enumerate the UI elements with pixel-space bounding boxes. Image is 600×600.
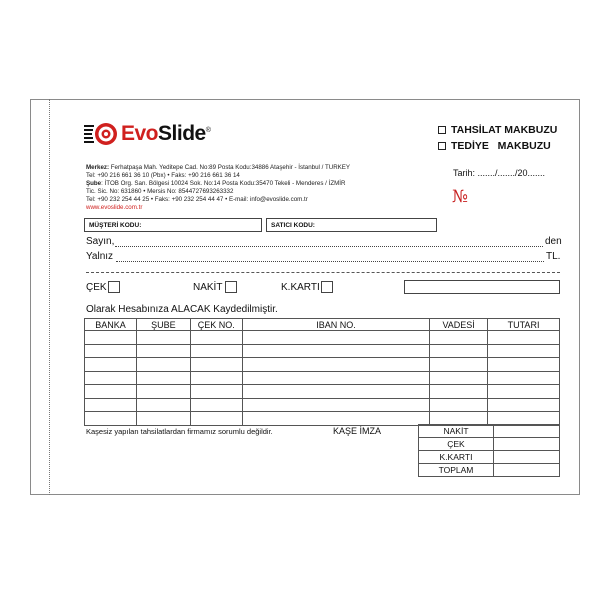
nakit-checkbox[interactable] [225,281,237,293]
merkez-phone: Tel: +90 216 661 36 10 (Pbx) • Faks: +90 216 661 36 14 [86,172,240,180]
brand-name: EvoSlide® [121,122,211,145]
table-cell[interactable] [488,358,560,372]
col-header: IBAN NO. [242,319,429,331]
table-row [85,358,560,372]
yalniz-line[interactable] [116,261,544,262]
table-cell[interactable] [190,331,242,345]
perforation-line [49,99,50,495]
kase-imza-label: KAŞE İMZA [333,426,382,436]
table-cell[interactable] [488,331,560,345]
yalniz-label: Yalnız [86,251,114,262]
totals-row [419,451,560,464]
total-value-cell[interactable] [494,464,560,477]
cek-checkbox[interactable] [108,281,120,293]
seller-code-label: SATICI KODU: [271,222,315,229]
evoslide-logo [84,120,210,148]
sayin-line[interactable] [115,246,543,247]
customer-code-field[interactable] [84,218,262,232]
col-header: ŞUBE [136,319,190,331]
alacak-text: Olarak Hesabınıza ALACAK Kaydedilmiştir. [86,304,278,315]
seller-code-field[interactable] [266,218,437,232]
table-cell[interactable] [488,371,560,385]
table-cell[interactable] [488,344,560,358]
den-label: den [545,236,562,247]
logo-target-icon [84,122,118,146]
sube-phone-email: Tel: +90 232 254 44 25 • Faks: +90 232 254 44 47 • E-mail: info@evoslide.com.tr [86,196,308,204]
table-cell[interactable] [136,371,190,385]
tahsilat-label: TAHSİLAT MAKBUZU [451,124,558,136]
table-row [85,385,560,399]
cek-label: ÇEK [86,282,107,293]
card-detail-field[interactable] [404,280,560,294]
table-row [85,344,560,358]
totals-row [419,464,560,477]
table-cell[interactable] [136,331,190,345]
table-cell[interactable] [85,385,137,399]
table-header-row [85,319,560,331]
table-cell[interactable] [85,398,137,412]
trade-registry: Tic. Sic. No: 631860 • Mersis No: 8544727693263332 [86,188,234,196]
table-cell[interactable] [190,358,242,372]
totals-table [418,424,560,477]
separator-line [86,272,560,273]
receipt-number-sign: № [452,187,469,207]
col-header: ÇEK NO. [190,319,242,331]
table-cell[interactable] [190,371,242,385]
table-cell[interactable] [136,344,190,358]
total-label: NAKİT [419,425,494,438]
table-cell[interactable] [85,344,137,358]
col-header: VADESİ [430,319,488,331]
table-cell[interactable] [430,331,488,345]
customer-code-label: MÜŞTERİ KODU: [89,222,142,229]
sube-label: Şube [86,180,102,188]
table-cell[interactable] [242,398,429,412]
table-row [85,331,560,345]
table-cell[interactable] [136,385,190,399]
table-cell[interactable] [430,385,488,399]
tahsilat-checkbox[interactable] [438,126,446,134]
total-label: TOPLAM [419,464,494,477]
total-label: ÇEK [419,438,494,451]
tahsilat-option[interactable] [438,124,557,136]
merkez-address: Ferhatpaşa Mah. Yeditepe Cad. No:89 Posta Kodu:34886 Ataşehir - İstanbul / TURKEY [110,164,351,171]
sayin-label: Sayın, [86,236,115,247]
col-header: TUTARI [488,319,560,331]
totals-row [419,425,560,438]
cheque-table [84,318,560,426]
table-cell[interactable] [242,344,429,358]
col-header: BANKA [85,319,137,331]
table-cell[interactable] [190,412,242,426]
table-cell[interactable] [242,331,429,345]
table-cell[interactable] [242,371,429,385]
table-cell[interactable] [242,358,429,372]
table-cell[interactable] [136,398,190,412]
tediye-option[interactable] [438,140,551,152]
table-cell[interactable] [136,412,190,426]
sube-address: : İTOB Org. San. Bölgesi 10024 Sok. No:14 Posta Kodu:35470 Tekeli - Menderes / İZMİR [101,180,346,188]
address-block [86,164,350,213]
table-cell[interactable] [430,371,488,385]
kkarti-checkbox[interactable] [321,281,333,293]
table-row [85,371,560,385]
table-cell[interactable] [136,358,190,372]
kkarti-label: K.KARTI [281,282,320,293]
table-cell[interactable] [85,412,137,426]
table-cell[interactable] [85,371,137,385]
table-cell[interactable] [430,344,488,358]
total-value-cell[interactable] [494,438,560,451]
tl-label: TL. [546,251,561,262]
total-value-cell[interactable] [494,425,560,438]
table-cell[interactable] [430,358,488,372]
table-cell[interactable] [242,385,429,399]
footer-note: Kaşesiz yapılan tahsilatlardan firmamız sorumlu değildir. [86,427,273,436]
table-cell[interactable] [488,385,560,399]
total-value-cell[interactable] [494,451,560,464]
table-cell[interactable] [242,412,429,426]
table-cell[interactable] [190,344,242,358]
table-cell[interactable] [488,398,560,412]
tediye-label: TEDİYE MAKBUZU [451,140,551,152]
table-cell[interactable] [190,385,242,399]
table-cell[interactable] [488,412,560,426]
website: www.evoslide.com.tr [86,204,143,212]
table-cell[interactable] [430,412,488,426]
tediye-checkbox[interactable] [438,142,446,150]
table-cell[interactable] [85,358,137,372]
nakit-label: NAKİT [193,282,223,293]
totals-row [419,438,560,451]
total-label: K.KARTI [419,451,494,464]
merkez-label: Merkez: [86,164,110,171]
table-row [85,398,560,412]
table-row [85,412,560,426]
table-cell[interactable] [430,398,488,412]
table-cell[interactable] [190,398,242,412]
date-field[interactable]: Tarih: ......./......./20....... [453,168,546,178]
table-cell[interactable] [85,331,137,345]
